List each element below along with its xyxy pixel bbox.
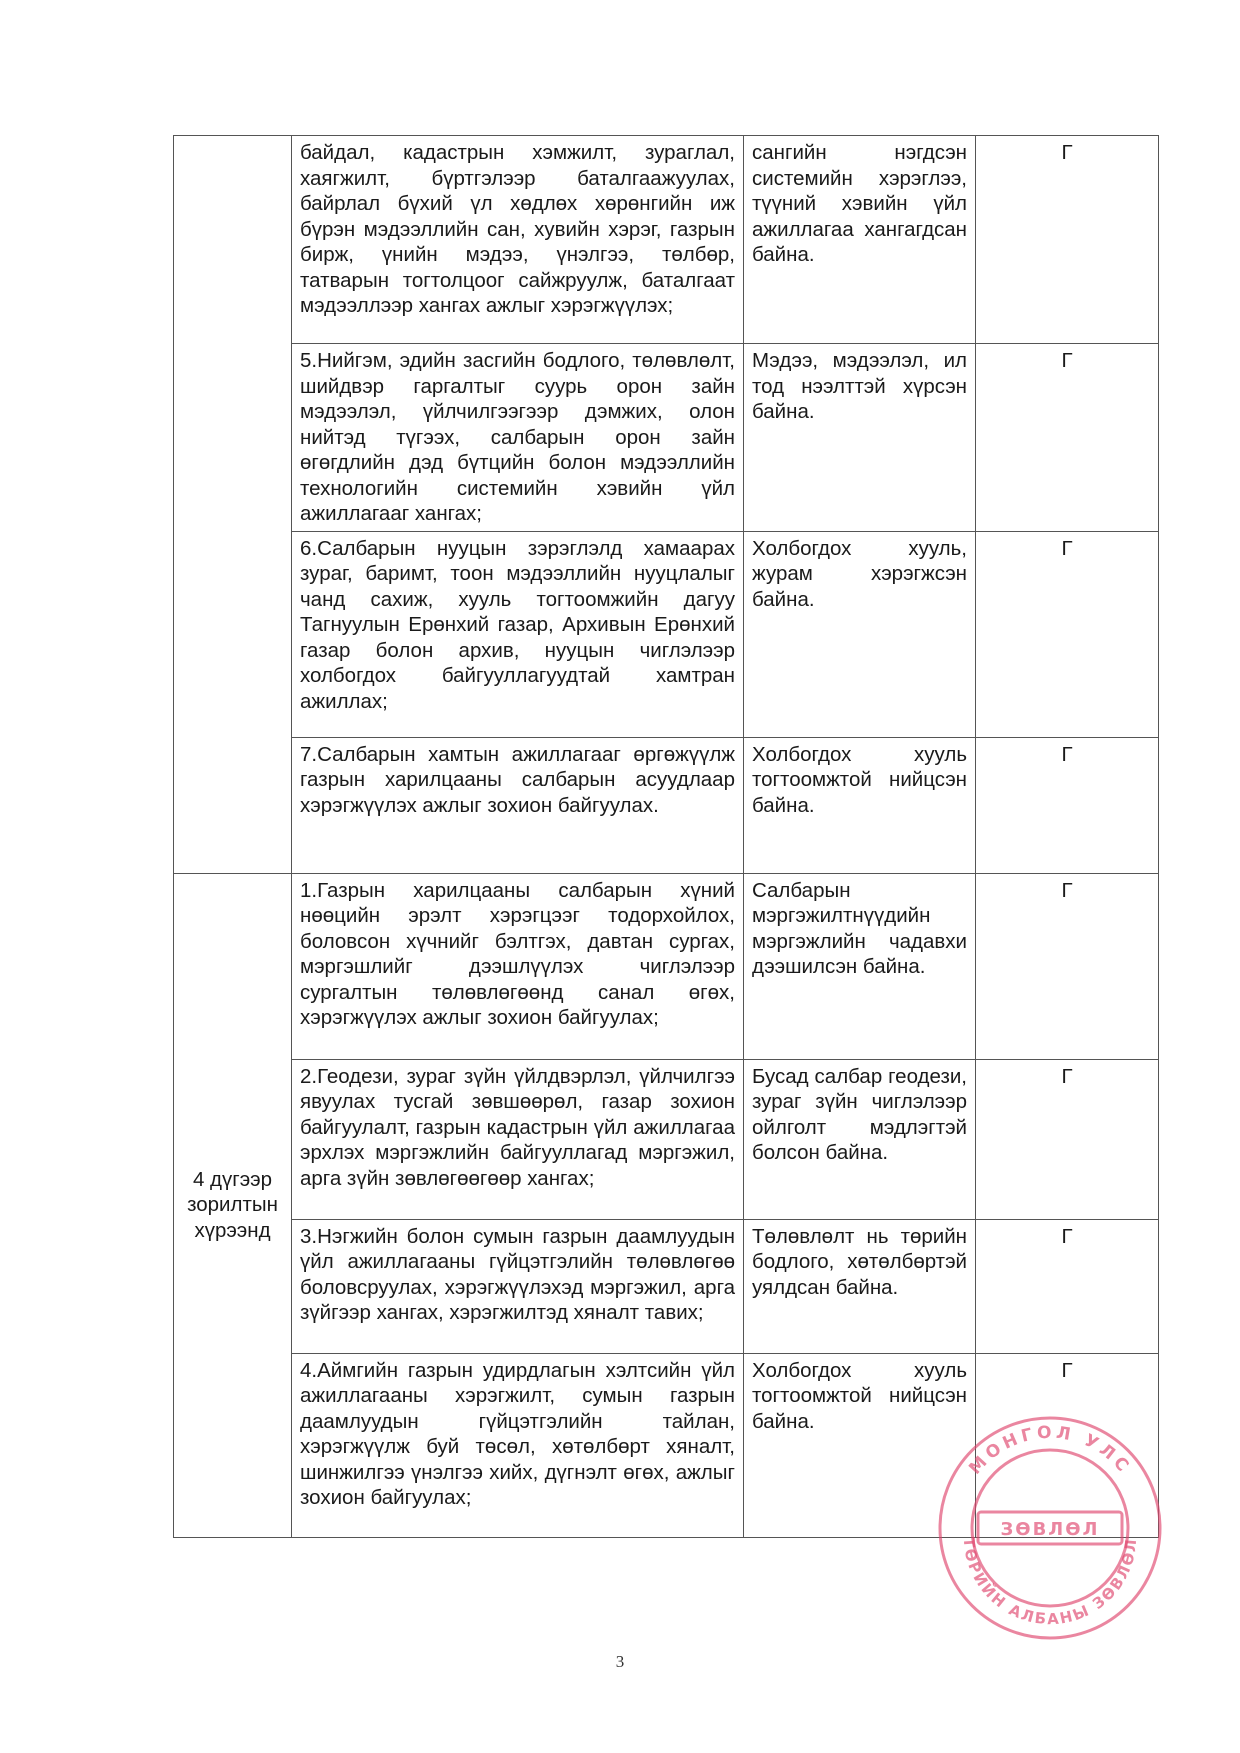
mark-cell: Г	[976, 1219, 1159, 1353]
table-row	[174, 531, 1159, 737]
table-row	[174, 1353, 1159, 1537]
table-row	[174, 344, 1159, 532]
table-row	[174, 873, 1159, 1059]
task-cell: 6.Салбарын нууцын зэрэглэлд хамаарах зураг, баримт, тоон мэдээллийн нууцлалыг чанд сахиж, хууль тогтоомжийн дагуу Тагнуулын Ерөнхий газар, Архивын Ерөнхий газар болон архив, нууцын чиглэлээр холбогдох байгууллагуудтай хамтран ажиллах;	[292, 531, 744, 737]
table-row	[174, 136, 1159, 344]
mark-cell: Г	[976, 873, 1159, 1059]
result-cell: Холбогдох хууль тогтоомжтой нийцсэн байна.	[744, 737, 976, 873]
task-cell: 3.Нэгжийн болон сумын газрын даамлуудын үйл ажиллагааны гүйцэтгэлийн төлөвлөгөө боловсруулах, хэрэгжүүлэхэд мэргэжил, арга зүйгээр хангах, хэрэгжилтэд хяналт тавих;	[292, 1219, 744, 1353]
table-row	[174, 1219, 1159, 1353]
stamp-text-top: МОНГОЛ УЛС	[965, 1422, 1135, 1479]
result-cell: Салбарын мэргэжилтнүүдийн мэргэжлийн чадавхи дээшилсэн байна.	[744, 873, 976, 1059]
task-cell: 1.Газрын харилцааны салбарын хүний нөөцийн эрэлт хэрэгцээг тодорхойлох, боловсон хүчнийг бэлтгэх, давтан сургах, мэргэшлийг дээшлүүлэх чиглэлээр сургалтын төлөвлөгөөнд санал өгөх, хэрэгжүүлэх ажлыг зохион байгуулах;	[292, 873, 744, 1059]
mark-cell: Г	[976, 1353, 1159, 1537]
mark-cell: Г	[976, 136, 1159, 344]
plan-table	[173, 135, 1159, 1538]
result-cell: Холбогдох хууль тогтоомжтой нийцсэн байна.	[744, 1353, 976, 1537]
result-cell: Мэдээ, мэдээлэл, ил тод нээлттэй хүрсэн байна.	[744, 344, 976, 532]
svg-text:ТӨРИЙН АЛБАНЫ ЗӨВЛӨЛ	[960, 1537, 1140, 1629]
mark-cell: Г	[976, 737, 1159, 873]
result-cell: Төлөвлөлт нь төрийн бодлого, хөтөлбөртэй уялдсан байна.	[744, 1219, 976, 1353]
mark-cell: Г	[976, 531, 1159, 737]
goal-label: 4 дүгээр зорилтын хүрээнд	[174, 873, 292, 1537]
task-cell: 4.Аймгийн газрын удирдлагын хэлтсийн үйл ажиллагааны хэрэгжилт, сумын газрын даамлуудын гүйцэтгэлийн тайлан, хэрэгжүүлж буй төсөл, хөтөлбөрт хяналт, шинжилгээ үнэлгээ хийх, дүгнэлт өгөх, ажлыг зохион байгуулах;	[292, 1353, 744, 1537]
mark-cell: Г	[976, 1059, 1159, 1219]
table-row	[174, 737, 1159, 873]
result-cell: Холбогдох хууль, журам хэрэгжсэн байна.	[744, 531, 976, 737]
table-row	[174, 1059, 1159, 1219]
mark-cell: Г	[976, 344, 1159, 532]
task-cell: 7.Салбарын хамтын ажиллагааг өргөжүүлж газрын харилцааны салбарын асуудлаар хэрэгжүүлэх ажлыг зохион байгуулах.	[292, 737, 744, 873]
stamp-text-center: ЗӨВЛӨЛ	[1000, 1519, 1100, 1540]
task-cell: 2.Геодези, зураг зүйн үйлдвэрлэл, үйлчилгээ явуулах тусгай зөвшөөрөл, газар зохион байгуулалт, газрын кадастрын үйл ажиллагаа эрхлэх мэргэжлийн байгууллагад мэргэжил, арга зүйн зөвлөгөөгөөр хангах;	[292, 1059, 744, 1219]
result-cell: Бусад салбар геодези, зураг зүйн чиглэлээр ойлголт мэдлэгтэй болсон байна.	[744, 1059, 976, 1219]
task-cell: 5.Нийгэм, эдийн засгийн бодлого, төлөвлөлт, шийдвэр гаргалтыг суурь орон зайн мэдээлэл, үйлчилгээгээр дэмжих, олон нийтэд түгээх, салбарын орон зайн өгөгдлийн дэд бүтцийн болон мэдээллийн технологийн системийн хэвийн үйл ажиллагааг хангах;	[292, 344, 744, 532]
result-cell: сангийн нэгдсэн системийн хэрэглээ, түүний хэвийн үйл ажиллагаа хангагдсан байна.	[744, 136, 976, 344]
task-cell: байдал, кадастрын хэмжилт, зураглал, хаягжилт, бүртгэлээр баталгаажуулах, байрлал бүхий үл хөдлөх хөрөнгийн иж бүрэн мэдээллийн сан, хувийн хэрэг, газрын бирж, үнийн мэдээ, үнэлгээ, төлбөр, татварын тогтолцоог сайжруулж, баталгаат мэдээллээр хангах ажлыг хэрэгжүүлэх;	[292, 136, 744, 344]
stamp-text-bottom: ТӨРИЙН АЛБАНЫ ЗӨВЛӨЛ	[959, 1536, 1141, 1629]
goal-cell-empty	[174, 136, 292, 874]
page-number: 3	[615, 1652, 625, 1671]
